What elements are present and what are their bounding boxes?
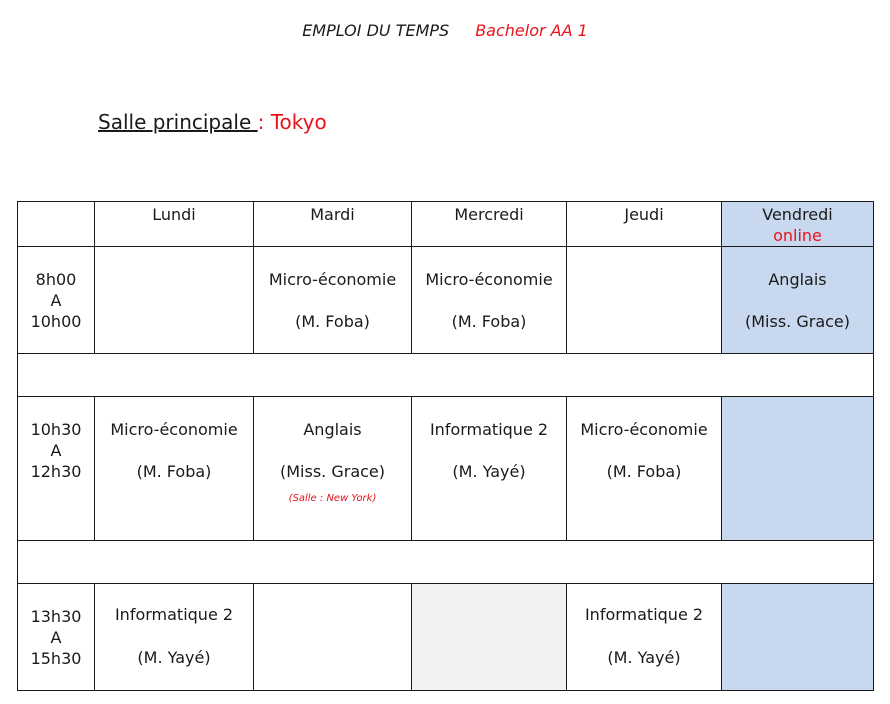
slot-1-time — [18, 247, 95, 354]
teacher-name: (M. Foba) — [136, 462, 212, 481]
teacher-name: (M. Yayé) — [452, 462, 526, 481]
course-name: Micro-économie — [580, 420, 708, 439]
slot-1-tuesday — [254, 247, 412, 354]
schedule-table — [17, 201, 874, 691]
slot-2-monday — [95, 397, 254, 541]
room-note: (Salle : New York) — [288, 493, 377, 504]
teacher-name: (M. Foba) — [295, 312, 370, 331]
slot-2-tuesday — [254, 397, 412, 541]
course-name: Micro-économie — [268, 270, 397, 289]
main-room-value: Tokyo — [264, 110, 327, 134]
days-row — [18, 202, 874, 247]
corner-cell — [18, 202, 95, 247]
day-friday-label: Vendredi — [762, 205, 833, 224]
slot-3-tuesday — [254, 584, 412, 691]
slot-2-end: 12h30 — [30, 462, 82, 481]
slot-3-thursday — [567, 584, 722, 691]
slot-2-start: 10h30 — [30, 420, 82, 439]
course-name: Informatique 2 — [114, 605, 234, 624]
main-room-separator: : — [257, 110, 265, 134]
main-room — [98, 110, 327, 134]
course-name: Anglais — [768, 270, 827, 289]
slot-row-2 — [18, 397, 874, 541]
slot-1-monday — [95, 247, 254, 354]
slot-3-friday — [722, 584, 874, 691]
day-monday: Lundi — [95, 202, 254, 247]
slot-2-sep: A — [50, 441, 62, 460]
slot-1-thursday — [567, 247, 722, 354]
teacher-name: (M. Foba) — [606, 462, 682, 481]
course-name: Micro-économie — [425, 270, 553, 289]
day-thursday: Jeudi — [567, 202, 722, 247]
slot-1-start: 8h00 — [35, 270, 77, 289]
schedule-title: EMPLOI DU TEMPS — [302, 21, 450, 40]
slot-row-3 — [18, 584, 874, 691]
day-tuesday: Mardi — [254, 202, 412, 247]
day-wednesday: Mercredi — [412, 202, 567, 247]
slot-3-start: 13h30 — [30, 607, 82, 626]
teacher-name: (M. Yayé) — [137, 648, 211, 667]
slot-3-monday — [95, 584, 254, 691]
course-name: Informatique 2 — [584, 605, 704, 624]
slot-2-friday — [722, 397, 874, 541]
day-friday — [722, 202, 874, 247]
break-cell — [18, 541, 874, 584]
slot-1-wednesday — [412, 247, 567, 354]
slot-2-time — [18, 397, 95, 541]
page-header — [0, 21, 890, 40]
main-room-label: Salle principale — [98, 110, 258, 134]
slot-3-wednesday — [412, 584, 567, 691]
break-row-2 — [18, 541, 874, 584]
slot-3-time — [18, 584, 95, 691]
slot-1-sep: A — [50, 291, 62, 310]
slot-2-thursday — [567, 397, 722, 541]
slot-row-1 — [18, 247, 874, 354]
break-row-1 — [18, 354, 874, 397]
slot-1-end: 10h00 — [30, 312, 82, 331]
teacher-name: (Miss. Grace) — [745, 312, 850, 331]
break-cell — [18, 354, 874, 397]
course-name: Informatique 2 — [429, 420, 549, 439]
friday-online-note: online — [773, 226, 822, 245]
slot-1-friday — [722, 247, 874, 354]
slot-3-sep: A — [50, 628, 62, 647]
course-name: Anglais — [303, 420, 362, 439]
slot-3-end: 15h30 — [30, 649, 82, 668]
course-name: Micro-économie — [110, 420, 238, 439]
teacher-name: (M. Foba) — [451, 312, 527, 331]
teacher-name: (M. Yayé) — [607, 648, 681, 667]
teacher-name: (Miss. Grace) — [280, 462, 385, 481]
slot-2-wednesday — [412, 397, 567, 541]
program-name: Bachelor AA 1 — [475, 21, 588, 40]
